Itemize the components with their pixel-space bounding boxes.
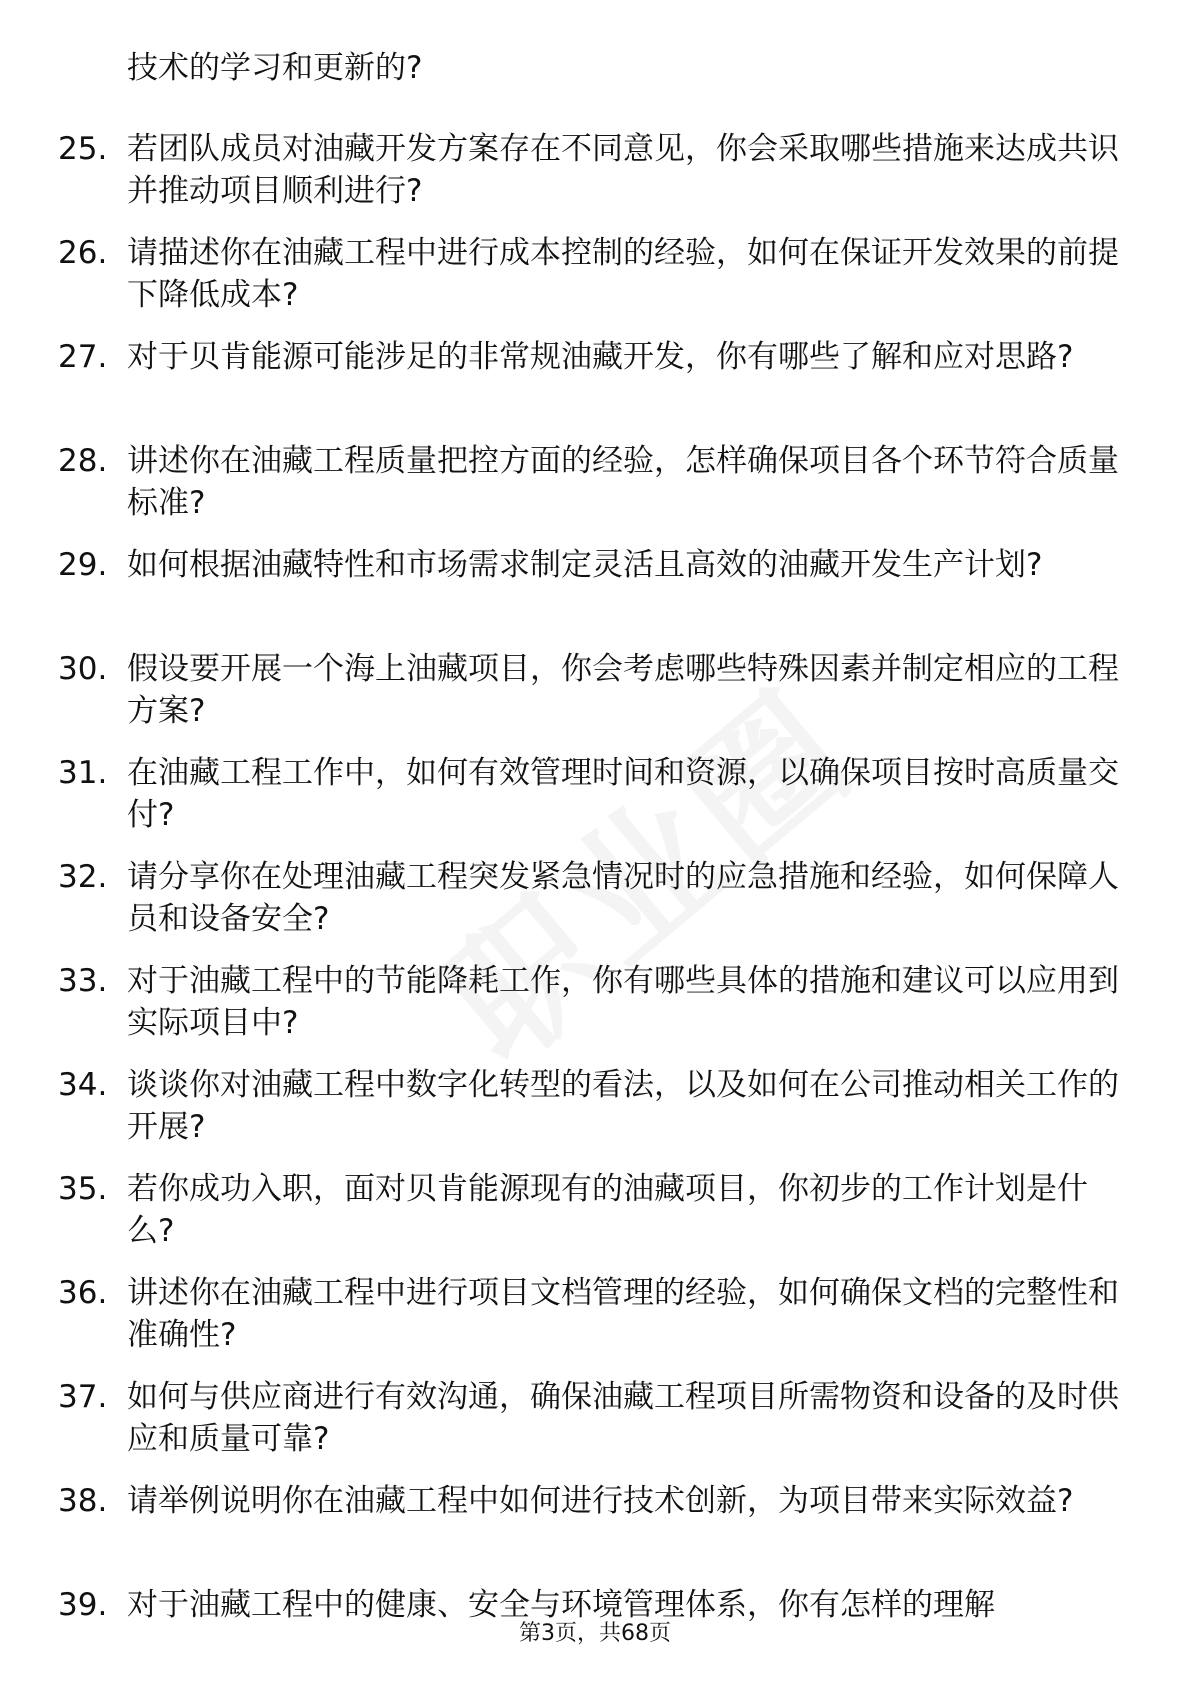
list-item xyxy=(0,544,1190,648)
question-text: 如何与供应商进行有效沟通，确保油藏工程项目所需物资和设备的及时供应和质量可靠? xyxy=(127,1379,1119,1457)
list-item xyxy=(0,336,1190,440)
question-text: 在油藏工程工作中，如何有效管理时间和资源，以确保项目按时高质量交付? xyxy=(127,755,1119,833)
question-continuation: 技术的学习和更新的? xyxy=(127,50,423,86)
list-item xyxy=(0,648,1190,752)
list-item xyxy=(0,1168,1190,1272)
question-number: 25. xyxy=(58,131,108,167)
list-item xyxy=(0,960,1190,1064)
page-footer: 第3页，共68页 xyxy=(519,1621,671,1646)
question-text: 请分享你在处理油藏工程突发紧急情况时的应急措施和经验，如何保障人员和设备安全? xyxy=(127,859,1119,937)
question-number: 35. xyxy=(58,1171,108,1207)
question-number: 31. xyxy=(58,755,108,791)
question-text: 讲述你在油藏工程质量把控方面的经验，怎样确保项目各个环节符合质量标准? xyxy=(127,443,1119,521)
question-number: 37. xyxy=(58,1379,108,1415)
question-text: 讲述你在油藏工程中进行项目文档管理的经验，如何确保文档的完整性和准确性? xyxy=(127,1275,1119,1353)
question-number: 36. xyxy=(58,1275,108,1311)
question-number: 30. xyxy=(58,651,108,687)
question-number: 39. xyxy=(58,1587,108,1623)
question-number: 33. xyxy=(58,963,108,999)
list-item xyxy=(0,128,1190,232)
question-number: 28. xyxy=(58,443,108,479)
question-text: 对于油藏工程中的节能降耗工作，你有哪些具体的措施和建议可以应用到实际项目中? xyxy=(127,963,1119,1041)
list-item xyxy=(0,232,1190,336)
question-text: 对于油藏工程中的健康、安全与环境管理体系，你有怎样的理解 xyxy=(127,1587,995,1623)
list-item xyxy=(0,1064,1190,1168)
question-number: 32. xyxy=(58,859,108,895)
list-item xyxy=(0,752,1190,856)
question-text: 谈谈你对油藏工程中数字化转型的看法，以及如何在公司推动相关工作的开展? xyxy=(127,1067,1119,1145)
question-text: 请描述你在油藏工程中进行成本控制的经验，如何在保证开发效果的前提下降低成本? xyxy=(127,235,1119,313)
question-list xyxy=(0,128,1190,1688)
list-item xyxy=(0,856,1190,960)
question-text: 若团队成员对油藏开发方案存在不同意见，你会采取哪些措施来达成共识并推动项目顺利进行? xyxy=(127,131,1119,209)
list-item xyxy=(0,1272,1190,1376)
question-text: 对于贝肯能源可能涉足的非常规油藏开发，你有哪些了解和应对思路? xyxy=(127,339,1074,375)
question-number: 27. xyxy=(58,339,108,375)
list-item xyxy=(0,1480,1190,1584)
list-item xyxy=(0,1376,1190,1480)
question-number: 34. xyxy=(58,1067,108,1103)
question-number: 26. xyxy=(58,235,108,271)
question-number: 29. xyxy=(58,547,108,583)
list-item xyxy=(0,440,1190,544)
question-number: 38. xyxy=(58,1483,108,1519)
question-text: 假设要开展一个海上油藏项目，你会考虑哪些特殊因素并制定相应的工程方案? xyxy=(127,651,1119,729)
question-text: 如何根据油藏特性和市场需求制定灵活且高效的油藏开发生产计划? xyxy=(127,547,1043,583)
question-text: 请举例说明你在油藏工程中如何进行技术创新，为项目带来实际效益? xyxy=(127,1483,1074,1519)
question-text: 若你成功入职，面对贝肯能源现有的油藏项目，你初步的工作计划是什么? xyxy=(127,1171,1088,1249)
